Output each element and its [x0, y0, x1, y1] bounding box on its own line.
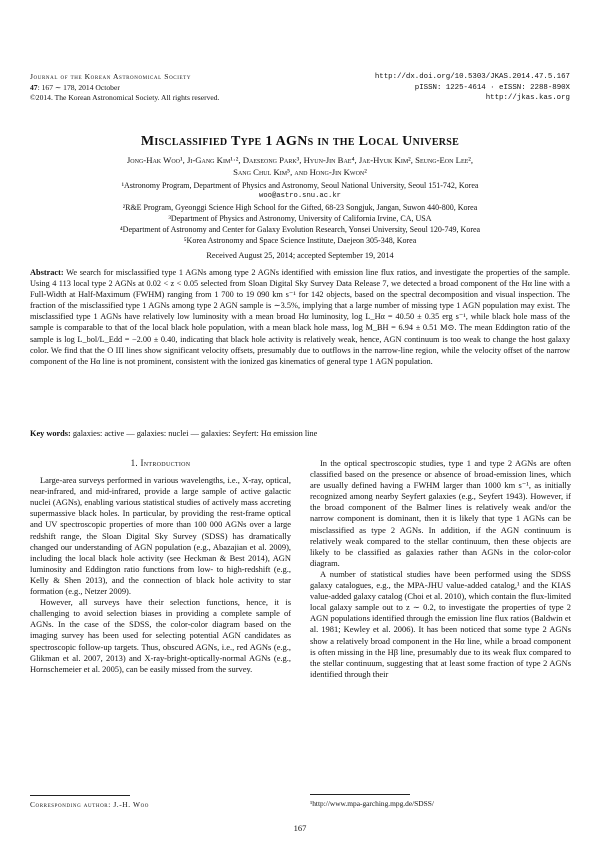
body-paragraph: Large-area surveys performed in various wavelengths, i.e., X-ray, optical, near-infrared, and mid-infrared, provide a large sample of active galactic nuclei (AGNs), enabling various statistical studies of actively mass accreting supermassive black holes. In particular, by providing the rest-frame optical and UV spectroscopic properties of more than 100 000 AGNs over a large redshift range, the Sloan Digital Sky Survey (SDSS) has dramatically changed our understanding of AGN population (e.g., Abazajian et al. 2009), including the local black hole activity (see Heckman & Best 2014), AGN luminosity and Eddington ratio functions from low- to high-redshift (e.g., Kelly & Shen 2013), and the connection of black hole activity to star formation (e.g., Netzer 2009). [30, 475, 291, 597]
received-dates: Received August 25, 2014; accepted September 19, 2014 [206, 251, 394, 260]
keywords-text: galaxies: active — galaxies: nuclei — galaxies: Seyfert: Hα emission line [72, 429, 318, 438]
doi-header [310, 72, 570, 104]
affiliation-1: ¹Astronomy Program, Department of Physics and Astronomy, Seoul National University, Seoul 151-742, Korea [121, 181, 479, 190]
body-paragraph: However, all surveys have their selection functions, hence, it is challenging to avoid selection biases in providing a complete sample of AGNs. In the case of the SDSS, the color-color diagram based on the imaging survey has been used for selecting potential AGN candidates as spectroscopic follow-up targets. Thus, obscured AGNs, i.e., red AGNs (e.g., Glikman et al. 2007, 2013) and X-ray-bright-optically-normal AGNs (e.g., Hornschemeier et al. 2005), can be easily missed from the survey. [30, 597, 291, 674]
section-heading-introduction: 1. Introduction [130, 458, 191, 468]
journal-site-link[interactable]: http://jkas.kas.org [485, 94, 570, 102]
page-number: 167 [293, 823, 307, 833]
doi-link[interactable]: http://dx.doi.org/10.5303/JKAS.2014.47.5.167 [374, 73, 570, 81]
corresponding-author-text: Corresponding author: J.-H. Woo [30, 800, 150, 809]
pages-issue: : 167 ∼ 178, 2014 October [37, 82, 120, 92]
volume-pages [30, 83, 330, 94]
abstract-text: We search for misclassified type 1 AGNs among type 2 AGNs identified with emission line flux ratios, and investigate the properties of the sample. Using 4 113 local type 2 AGNs at 0.02 < z < 0.05 selected from Sloan Digital Sky Survey Data Release 7, we detected a broad component of the Hα line with a Full-Width at Half-Maximum (FWHM) ranging from 1 700 to 19 090 km s⁻¹ for 142 objects, based on the spectral decomposition and visual inspection. The fraction of the misclassified type 1 AGNs among type 2 AGN sample is ∼3.5%, implying that a large number of missing type 1 AGN population may exist. The misclassified type 1 AGNs have relatively low luminosity with a mean broad Hα luminosity, log L_Hα = 40.50 ± 0.35 erg s⁻¹, while black hole mass of the sample is comparable to that of the local black hole population, with a mean black hole mass, log M_BH = 6.94 ± 0.51 M⊙. The mean Eddington ratio of the sample is log L_bol/L_Edd = −2.00 ± 0.40, indicating that black hole activity is relatively weak, hence, AGN continuum is too weak to change the host galaxy color. We find that the O III lines show significant velocity offsets, presumably due to outflows in the narrow-line region, while the velocity offset of the narrow component of the Hα line is not prominent, consistent with the ionized gas kinematics of general type 1 AGN population. [30, 268, 570, 366]
body-paragraph: In the optical spectroscopic studies, type 1 and type 2 AGNs are often classified based on the presence or absence of broad-emission lines, which are usually defined having a FWHM larger than 1000 km s⁻¹, as initially recognized among nearby Seyfert galaxies (e.g., Seyfert 1943). However, if the broad component of the Balmer lines is relatively weak and/or the narrow component is dominant, then it is likely that type 1 AGNs can be misclassified as type 2 AGNs. In addition, if the AGN continuum is relatively weak compared to the stellar continuum, then these objects are likely to be classified as galaxies rather than AGNs in the color-color diagram. [310, 458, 571, 568]
authors-line-2: Sang Chul Kim⁵, and Hong-Jin Kwon² [233, 166, 367, 177]
author-list [40, 155, 560, 178]
keywords-label: Key words: [30, 429, 71, 438]
footnote-divider-left [30, 795, 130, 796]
abstract-label: Abstract: [30, 268, 64, 277]
abstract [30, 267, 570, 367]
affiliation-4: ⁴Department of Astronomy and Center for Galaxy Evolution Research, Yonsei University, Seoul 120-749, Korea [119, 225, 481, 234]
left-column [30, 458, 291, 675]
affiliation-5: ⁵Korea Astronomy and Space Science Institute, Daejeon 305-348, Korea [183, 236, 417, 245]
journal-header [30, 72, 330, 104]
corresponding-email[interactable]: woo@astro.snu.ac.kr [259, 192, 341, 200]
right-column [310, 458, 571, 680]
affiliation-3: ³Department of Physics and Astronomy, University of California Irvine, CA, USA [168, 214, 432, 223]
copyright: ©2014. The Korean Astronomical Society. All rights reserved. [30, 93, 220, 102]
volume-number: 47 [30, 82, 38, 92]
authors-line-1: Jong-Hak Woo¹, Ji-Gang Kim¹·², Daeseong Park³, Hyun-Jin Bae⁴, Jae-Hyuk Kim², Seung-Eon Lee², [126, 155, 474, 165]
footnote-url[interactable]: ¹http://www.mpa-garching.mpg.de/SDSS/ [310, 799, 434, 808]
journal-name: Journal of the Korean Astronomical Society [30, 72, 192, 81]
issn: pISSN: 1225-4614 · eISSN: 2288-890X [414, 83, 570, 92]
footnote-divider-right [310, 794, 410, 795]
paper-title: Misclassified Type 1 AGNs in the Local Universe [140, 134, 460, 149]
corresponding-author-note [30, 800, 291, 809]
affiliations [40, 180, 560, 246]
keywords [30, 429, 570, 438]
body-paragraph: A number of statistical studies have been performed using the SDSS galaxy catalogues, e.g., the MPA-JHU value-added catalog,¹ and the KIAS value-added galaxy catalog (Choi et al. 2010), which contain the flux-limited local galaxy sample out to z ∼ 0.2, to investigate the properties of type 2 AGN populations identified through the emission line flux ratios (Baldwin et al. 1981; Kewley et al. 2006). It has been noticed that some type 2 AGNs show a relatively broad component in the Hα line, while a broad component is often missing in the Hβ line, presumably due to its weak flux compared to the stellar continuum, suggesting that at least some fraction of type 2 AGNs identified through their [310, 568, 571, 679]
affiliation-2: ²R&E Program, Gyeonggi Science High School for the Gifted, 68-23 Songjuk, Jangan, Suwon 440-800, Korea [122, 203, 478, 212]
